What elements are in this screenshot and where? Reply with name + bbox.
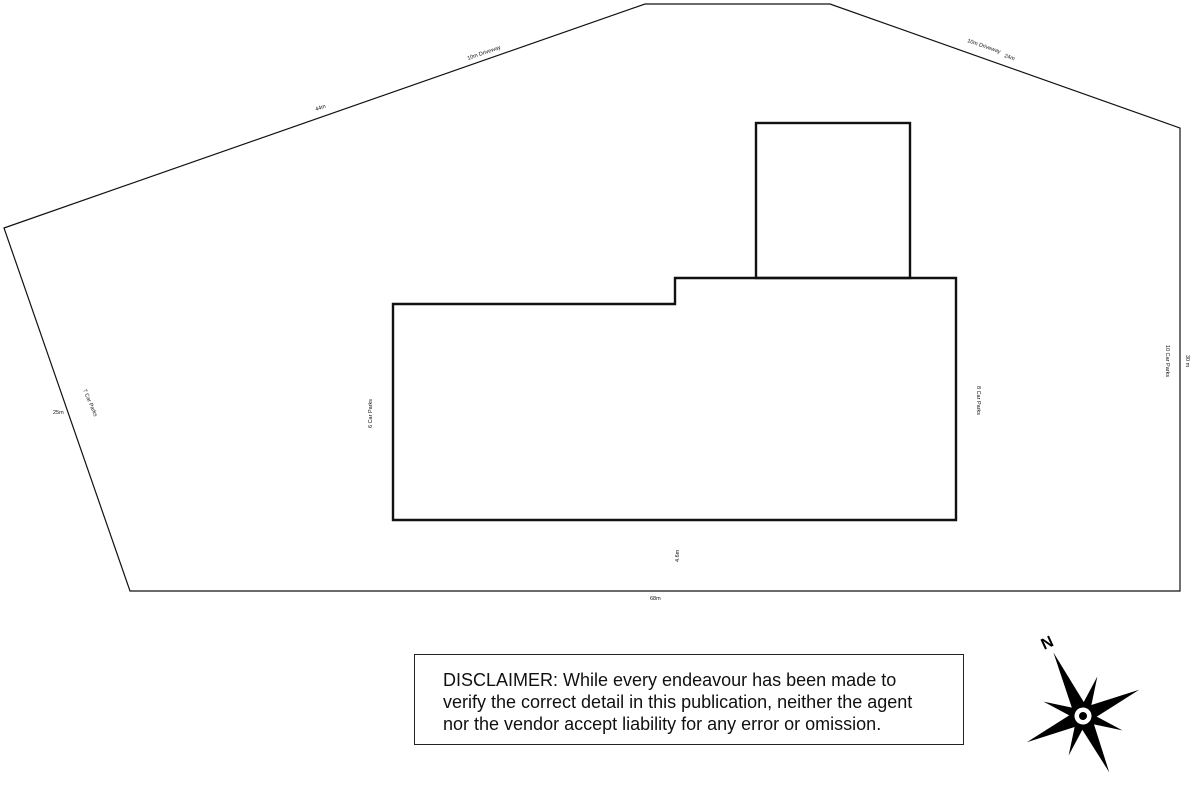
north-label: N: [1038, 633, 1057, 654]
right-parks-label: 10 Car Parks: [1164, 345, 1170, 378]
top-left-length-label: 44m: [314, 103, 327, 113]
building-left-parks-label: 6 Car Parks: [368, 398, 374, 428]
disclaimer-line: verify the correct detail in this publication, neither the agent: [443, 692, 913, 712]
building-right-parks-label: 8 Car Parks: [975, 386, 981, 416]
disclaimer-line: nor the vendor accept liability for any error or omission.: [443, 714, 882, 734]
building-annex: [756, 123, 910, 278]
disclaimer-line: DISCLAIMER: While every endeavour has been made to: [443, 670, 897, 690]
compass-rose: [997, 626, 1165, 798]
north-arrow-icon: [997, 626, 1165, 798]
disclaimer-box: [414, 654, 964, 745]
top-right-length-label: 24m: [1003, 53, 1016, 63]
right-length-label: 30 m: [1184, 355, 1190, 368]
building-gap-label: 4.6m: [675, 549, 681, 562]
left-parks-label: 7 Car Parks: [81, 388, 99, 418]
left-length-label: 25m: [53, 410, 64, 416]
driveway-right-label: 10m Driveway: [966, 38, 1002, 56]
bottom-length-label: 68m: [650, 596, 661, 602]
site-boundary: [4, 4, 1180, 591]
driveway-left-label: 10m Driveway: [466, 44, 502, 62]
building-footprint: [393, 278, 956, 520]
